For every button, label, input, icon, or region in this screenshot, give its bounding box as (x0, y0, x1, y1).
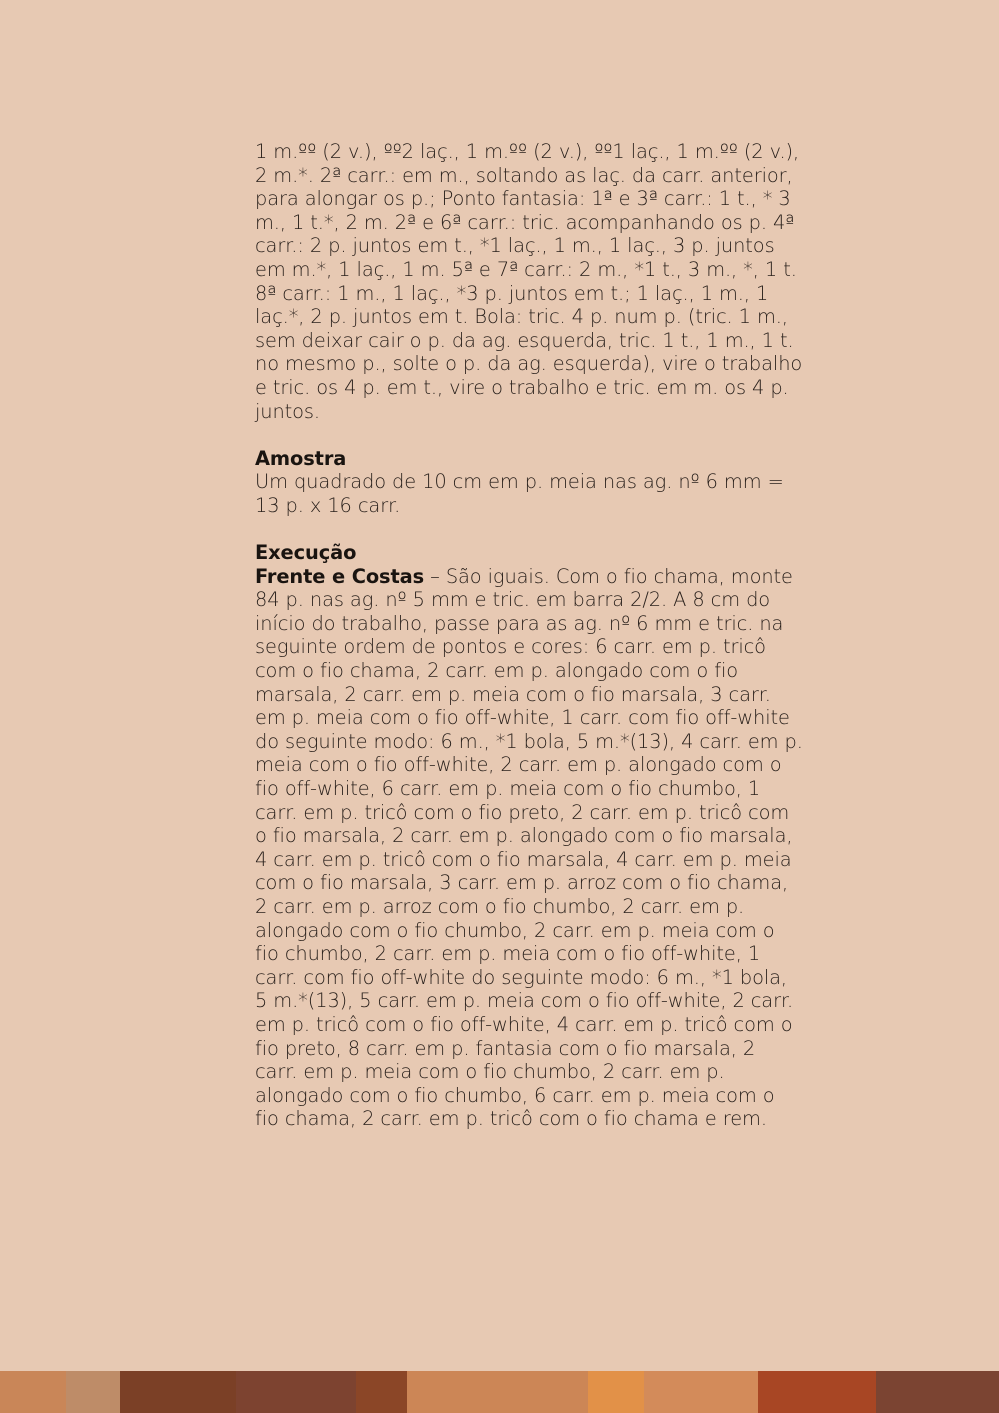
color-stripe (120, 1371, 236, 1413)
color-stripe (758, 1371, 876, 1413)
execucao-heading: Execução (255, 541, 357, 565)
color-stripe (588, 1371, 644, 1413)
color-stripe (407, 1371, 588, 1413)
frente-costas-lead: Frente e Costas (255, 564, 425, 588)
execucao-paragraph (255, 565, 803, 1131)
execucao-text: – São iguais. Com o fio chama, monte 84 p. nas ag. nº 5 mm e tric. em barra 2/2. A 8 cm do início do trabalho, passe para as ag. nº 6 mm e tric. na seguinte ordem de pontos e cores: 6 carr. em p. tricô com o fio chama, 2 carr. em p. alongado com o fio marsala, 2 carr. em p. meia com o fio marsala, 3 carr. em p. meia com o fio off-white, 1 carr. com fio off-white do seguinte modo: 6 m., *1 bola, 5 m.*(13), 4 carr. em p. meia com o fio off-white, 2 carr. em p. alongado com o fio off-white, 6 carr. em p. meia com o fio chumbo, 1 carr. em p. tricô com o fio preto, 2 carr. em p. tricô com o fio marsala, 2 carr. em p. alongado com o fio marsala, 4 carr. em p. tricô com o fio marsala, 4 carr. em p. meia com o fio marsala, 3 carr. em p. arroz com o fio chama, 2 carr. em p. arroz com o fio chumbo, 2 carr. em p. alongado com o fio chumbo, 2 carr. em p. meia com o fio chumbo, 2 carr. em p. meia com o fio off-white, 1 carr. com fio off-white do seguinte modo: 6 m., *1 bola, 5 m.*(13), 5 carr. em p. meia com o fio off-white, 2 carr. em p. tricô com o fio off-white, 4 carr. em p. tricô com o fio preto, 8 carr. em p. fantasia com o fio marsala, 2 carr. em p. meia com o fio chumbo, 2 carr. em p. alongado com o fio chumbo, 6 carr. em p. meia com o fio chama, 2 carr. em p. tricô com o fio chama e rem. (255, 564, 803, 1131)
color-stripe (236, 1371, 356, 1413)
color-strip (0, 1371, 999, 1413)
text-column (255, 140, 803, 1131)
color-stripe (644, 1371, 758, 1413)
amostra-heading: Amostra (255, 446, 347, 470)
color-stripe (876, 1371, 999, 1413)
spacer (255, 518, 803, 542)
intro-paragraph: 1 m.ºº (2 v.), ºº2 laç., 1 m.ºº (2 v.), ºº1 laç., 1 m.ºº (2 v.), 2 m.*. 2ª carr.: em m., soltando as laç. da carr. anterior, para alongar os p.; Ponto fantasia: 1ª e 3ª carr.: 1 t., * 3 m., 1 t.*, 2 m. 2ª e 6ª carr.: tric. acompanhando os p. 4ª carr.: 2 p. juntos em t., *1 laç., 1 m., 1 laç., 3 p. juntos em m.*, 1 laç., 1 m. 5ª e 7ª carr.: 2 m., *1 t., 3 m., *, 1 t. 8ª carr.: 1 m., 1 laç., *3 p. juntos em t.; 1 laç., 1 m., 1 laç.*, 2 p. juntos em t. Bola: tric. 4 p. num p. (tric. 1 m., sem deixar cair o p. da ag. esquerda, tric. 1 t., 1 m., 1 t. no mesmo p., solte o p. da ag. esquerda), vire o trabalho e tric. os 4 p. em t., vire o trabalho e tric. em m. os 4 p. juntos. (255, 140, 803, 423)
color-stripe (0, 1371, 66, 1413)
color-stripe (66, 1371, 120, 1413)
amostra-text: Um quadrado de 10 cm em p. meia nas ag. nº 6 mm = 13 p. x 16 carr. (255, 470, 784, 517)
color-stripe (356, 1371, 407, 1413)
spacer (255, 423, 803, 447)
